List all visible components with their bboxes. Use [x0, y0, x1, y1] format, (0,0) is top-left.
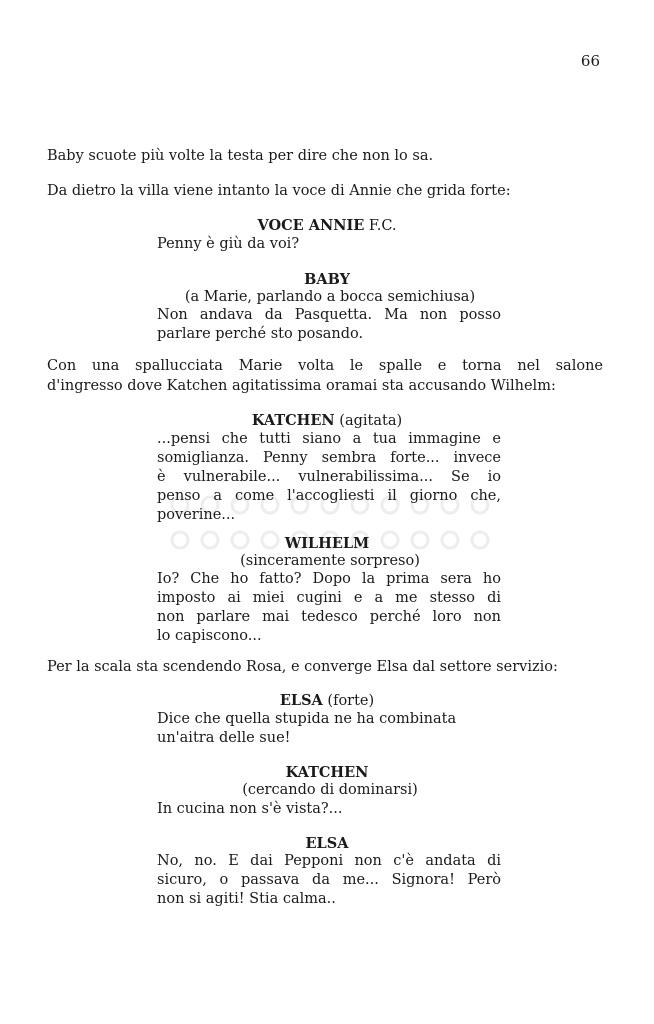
character-cue: [0, 834, 654, 854]
dialogue-line: parlare perché sto posando.: [157, 326, 364, 342]
cue-extension: F.C.: [364, 218, 397, 234]
character-name: BABY: [304, 271, 350, 288]
dialogue-line: No, no. E dai Pepponi non c'è andata di: [157, 853, 501, 869]
character-name: KATCHEN: [251, 412, 335, 429]
action-paragraph: [47, 356, 603, 396]
character-name: WILHELM: [284, 535, 370, 552]
dialogue-line: somiglianza. Penny sembra forte... invece: [157, 450, 501, 466]
dialogue-line: imposto ai miei cugini e a me stesso di: [157, 590, 501, 606]
dialogue-line: è vulnerabile... vulnerabilissima... Se io: [157, 469, 501, 485]
dialogue: [157, 570, 501, 646]
character-cue: [0, 691, 654, 711]
dialogue: [157, 710, 501, 748]
character-cue: [0, 270, 654, 290]
parenthetical: (sinceramente sorpreso): [240, 553, 420, 569]
dialogue-line: non parlare mai tedesco perché loro non: [157, 609, 501, 625]
character-name: ELSA: [279, 692, 323, 709]
parenthetical: (cercando di dominarsi): [242, 782, 418, 798]
dialogue-line: Penny è giù da voi?: [157, 236, 300, 252]
dialogue-line: Non andava da Pasquetta. Ma non posso: [157, 307, 501, 323]
dialogue-line: penso a come l'accogliesti il giorno che,: [157, 488, 501, 504]
dialogue-line: poverine...: [157, 507, 236, 523]
character-cue: [0, 763, 654, 783]
character-name: ELSA: [305, 835, 349, 852]
page-number: 66: [580, 52, 600, 70]
action-line: Con una spallucciata Marie volta le spalle e torna nel salone: [47, 358, 603, 374]
cue-extension: (forte): [322, 693, 375, 709]
action-line: Per la scala sta scendendo Rosa, e converge Elsa dal settore servizio:: [47, 659, 558, 675]
character-cue: [0, 534, 654, 554]
character-cue: [0, 411, 654, 431]
dialogue-line: Io? Che ho fatto? Dopo la prima sera ho: [157, 571, 501, 587]
parenthetical: (a Marie, parlando a bocca semichiusa): [184, 289, 476, 305]
action-line: Da dietro la villa viene intanto la voce di Annie che grida forte:: [47, 183, 511, 199]
dialogue-line: sicuro, o passava da me... Signora! Però: [157, 872, 501, 888]
dialogue-line: lo capiscono...: [157, 628, 262, 644]
dialogue: [157, 306, 501, 344]
character-name: KATCHEN: [285, 764, 369, 781]
character-cue: [0, 216, 654, 236]
dialogue-line: In cucina non s'è vista?...: [157, 801, 343, 817]
action-line: d'ingresso dove Katchen agitatissima oramai sta accusando Wilhelm:: [47, 378, 556, 394]
dialogue: [157, 852, 501, 909]
dialogue-line: non si agiti! Stia calma..: [157, 891, 336, 907]
character-name: VOCE ANNIE: [257, 217, 365, 234]
dialogue-line: Dice che quella stupida ne ha combinata: [157, 711, 457, 727]
dialogue: [157, 800, 501, 819]
action-line: Baby scuote più volte la testa per dire che non lo sa.: [47, 148, 434, 164]
dialogue-line: ...pensi che tutti siano a tua immagine e: [157, 431, 501, 447]
dialogue-line: un'aitra delle sue!: [157, 730, 291, 746]
cue-extension: (agitata): [334, 413, 403, 429]
dialogue: [157, 235, 501, 254]
